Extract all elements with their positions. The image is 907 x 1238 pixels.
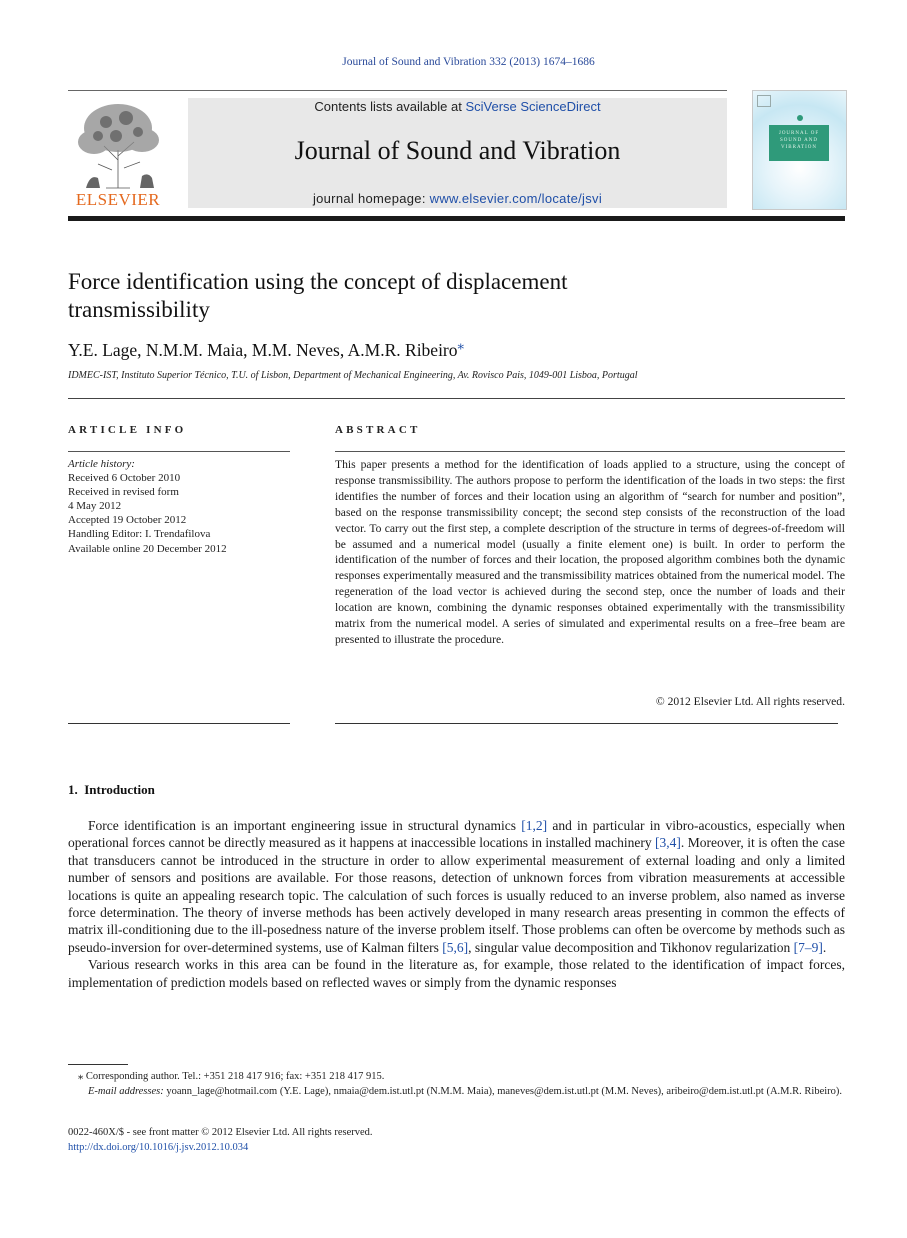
cover-title-line: JOURNAL OF [778,131,820,136]
abstract-text: This paper presents a method for the identification of loads applied to a structure, using the concept of response transmissibility. The authors propose to perform the identification of the loads in two steps: the first identifies the number of forces and their location using an algorithm of “search for number and position”, based on the response transmissibility concept; the second step consists of the reconstruction of the load vector. To carry out the first step, a complete description of the structure in terms of degrees-of-freedom will be assumed and a numerical model (usually a finite element one) is built. In order to perform the identification of the number of forces and their location, the proposed algorithm combines both the dynamic responses experimentally measured and the transmissibility matrices obtained from the numerical model. The regeneration of the load vector is achieved during the second step, once the number of loads and their location are known, combining the dynamic responses obtained experimentally with the transmissibility matrix from the numerical model. A series of simulated and experimental results on a free–free beam are presented to illustrate the procedure. [335,458,845,646]
sciencedirect-link[interactable]: SciVerse ScienceDirect [465,99,601,114]
intro-text: , singular value decomposition and Tikhonov regularization [468,939,794,955]
article-title-text: Force identification using the concept of displacement transmissibility [68,269,568,322]
journal-cover-thumbnail[interactable] [752,90,847,210]
journal-citation[interactable]: Journal of Sound and Vibration 332 (2013) 1674–1686 [342,56,595,68]
reference-link[interactable]: [1,2] [521,818,548,833]
homepage-prefix: journal homepage: [312,191,430,206]
history-label: Article history: [68,458,135,470]
history-line: Accepted 19 October 2012 [68,514,187,527]
abstract-heading: ABSTRACT [335,424,421,436]
cover-title-band [769,125,829,161]
intro-text: Force identification is an important engineering issue in structural dynamics [88,818,522,833]
email-footnote [68,1084,845,1099]
intro-text: . [822,939,827,955]
reference-link[interactable]: [3,4] [655,835,681,851]
history-line: Received in revised form [68,486,179,499]
abstract-rule [335,451,845,452]
introduction-body [68,817,845,991]
email-label: E-mail addresses: [88,1086,164,1097]
journal-title: Journal of Sound and Vibration [294,136,621,165]
homepage-link[interactable]: www.elsevier.com/locate/jsvi [429,191,603,206]
front-matter [68,1126,845,1155]
affiliation: IDMEC-IST, Instituto Superior Técnico, T.U. of Lisbon, Department of Mechanical Engineering, Av. Rovisco Pais, 1049-001 Lisboa, Portugal [68,370,638,381]
corresponding-author-footnote: ⁎ Corresponding author. Tel.: +351 218 417 916; fax: +351 218 417 915. [78,1071,385,1082]
intro-text: and in particular in vibro-acoustics, especially when operational forces cannot be directly measured as it happens at inaccessible locations in installed machinery [68,818,845,851]
article-info-heading: ARTICLE INFO [68,424,187,436]
contents-line [188,99,727,114]
footnotes [68,1069,845,1099]
reference-link[interactable]: [5,6] [442,939,469,955]
cover-title-line: SOUND AND [779,138,819,143]
header-top-rule [68,90,727,91]
elsevier-tree-icon [68,98,168,190]
cover-publisher-icon [757,95,771,107]
cover-emblem-icon [797,115,803,121]
authors-text: Y.E. Lage, N.M.M. Maia, M.M. Neves, A.M.R. Ribeiro [68,339,458,360]
elsevier-wordmark: ELSEVIER [75,190,161,209]
history-line: Received 6 October 2010 [68,472,181,485]
issn-line: 0022-460X/$ - see front matter © 2012 Elsevier Ltd. All rights reserved. [68,1127,373,1138]
abstract-copyright: © 2012 Elsevier Ltd. All rights reserved. [655,695,845,708]
header-thick-rule [68,216,845,221]
title-rule [68,398,845,399]
footnote-rule [68,1064,128,1065]
cover-title-line: VIBRATION [781,145,817,150]
article-info-rule [68,451,290,452]
doi-link[interactable]: http://dx.doi.org/10.1016/j.jsv.2012.10.034 [68,1141,249,1153]
article-history [68,457,298,556]
author-list [68,337,464,361]
section-heading-introduction: 1. Introduction [68,782,155,797]
email-list: yoann_lage@hotmail.com (Y.E. Lage), nmaia@dem.ist.utl.pt (N.M.M. Maia), maneves@dem.ist.utl.pt (M.M. Neves), aribeiro@dem.ist.utl.pt (A.M.R. Ribeiro). [163,1086,843,1097]
history-line: Handling Editor: I. Trendafilova [68,528,211,541]
intro-paragraph-2: Various research works in this area can be found in the literature as, for example, those related to the identification of impact forces, implementation of prediction models based on reflected waves or simply from the dynamic responses [68,957,845,990]
intro-paragraph-1 [68,817,845,956]
article-title [68,268,668,324]
reference-link[interactable]: [7–9] [793,939,823,955]
homepage-line [188,191,727,206]
corresponding-author-mark[interactable]: ⁎ [457,337,465,352]
intro-text: . Moreover, it is often the case that transducers cannot be introduced in the structure in order to allow experimental measurement of external loading and only a limited number of sensors and positions are available. For those reasons, detection of unknown forces from vibration measurements at accessible locations is quite an appealing research topic. The calculation of such forces is usually reduced to an inverse problem, also named as inverse force determination. The theory of inverse methods has been actively developed in many research areas presenting in common the effects of matrix ill-conditioning due to the ill-posedness nature of the inverse problem itself. Those problems can often be overcome by methods such as pseudo-inversion for over-determined systems, use of Kalman filters [68,835,846,955]
abstract-bottom-rule [335,723,838,724]
contents-prefix: Contents lists available at [314,99,466,114]
history-line: 4 May 2012 [68,500,122,513]
elsevier-logo [68,98,168,210]
article-info-bottom-rule [68,723,290,724]
history-line: Available online 20 December 2012 [68,542,227,555]
